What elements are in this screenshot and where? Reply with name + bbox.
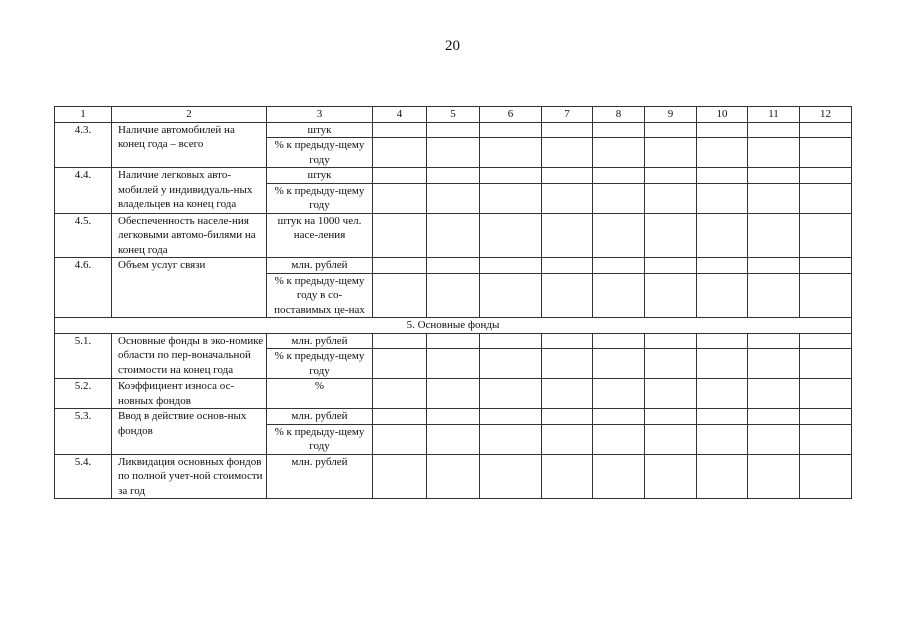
unit-cell: млн. рублей [267,333,373,349]
value-cell [645,424,697,454]
value-cell [645,273,697,318]
row-number: 4.4. [55,168,112,214]
value-cell [480,138,542,168]
table-row [55,168,852,184]
value-cell [697,454,748,499]
value-cell [748,379,800,409]
row-number: 5.2. [55,379,112,409]
row-number: 5.4. [55,454,112,499]
value-cell [645,183,697,213]
value-cell [748,138,800,168]
value-cell [697,213,748,258]
column-header: 11 [748,107,800,123]
value-cell [697,424,748,454]
section-row [55,318,852,334]
value-cell [593,213,645,258]
value-cell [748,273,800,318]
value-cell [593,138,645,168]
table-row [55,454,852,499]
value-cell [593,122,645,138]
value-cell [697,409,748,425]
table-row [55,258,852,274]
value-cell [427,258,480,274]
value-cell [697,273,748,318]
indicator-name: Ввод в действие основ-ных фондов [112,409,267,455]
value-cell [542,138,593,168]
row-number: 4.6. [55,258,112,318]
column-header: 9 [645,107,697,123]
value-cell [373,183,427,213]
unit-cell: % к предыду-щему году в со-поставимых це-нах [267,273,373,318]
unit-cell: % к предыду-щему году [267,183,373,213]
value-cell [542,258,593,274]
value-cell [645,213,697,258]
value-cell [748,424,800,454]
value-cell [373,258,427,274]
value-cell [645,168,697,184]
value-cell [800,424,852,454]
value-cell [542,183,593,213]
value-cell [373,273,427,318]
value-cell [480,424,542,454]
value-cell [593,168,645,184]
indicator-name: Наличие автомобилей на конец года – всего [112,122,267,168]
value-cell [800,454,852,499]
value-cell [542,349,593,379]
value-cell [427,379,480,409]
value-cell [373,409,427,425]
table-row [55,379,852,409]
unit-cell: штук [267,122,373,138]
value-cell [697,379,748,409]
value-cell [748,454,800,499]
column-header: 1 [55,107,112,123]
value-cell [645,138,697,168]
column-header: 4 [373,107,427,123]
value-cell [542,273,593,318]
row-number: 5.3. [55,409,112,455]
value-cell [800,168,852,184]
value-cell [697,122,748,138]
table-row [55,122,852,138]
value-cell [645,409,697,425]
value-cell [800,409,852,425]
value-cell [748,213,800,258]
value-cell [427,333,480,349]
value-cell [593,333,645,349]
column-header: 2 [112,107,267,123]
value-cell [593,424,645,454]
value-cell [748,409,800,425]
value-cell [800,273,852,318]
value-cell [427,424,480,454]
value-cell [800,333,852,349]
indicator-name: Обеспеченность населе-ния легковыми автомо-билями на конец года [112,213,267,258]
table-row [55,213,852,258]
value-cell [427,409,480,425]
unit-cell: штук на 1000 чел. насе-ления [267,213,373,258]
page-number: 20 [445,38,460,54]
value-cell [373,138,427,168]
value-cell [373,168,427,184]
value-cell [748,122,800,138]
value-cell [542,424,593,454]
column-header: 6 [480,107,542,123]
unit-cell: % к предыду-щему году [267,424,373,454]
value-cell [748,333,800,349]
value-cell [593,379,645,409]
value-cell [542,379,593,409]
statistics-table [54,106,852,499]
unit-cell: % к предыду-щему году [267,138,373,168]
value-cell [697,138,748,168]
table-row [55,333,852,349]
row-number: 4.3. [55,122,112,168]
value-cell [748,349,800,379]
value-cell [645,258,697,274]
unit-cell: % к предыду-щему году [267,349,373,379]
value-cell [697,258,748,274]
value-cell [373,379,427,409]
indicator-name: Ликвидация основных фондов по полной учет-ной стоимости за год [112,454,267,499]
value-cell [480,454,542,499]
value-cell [697,333,748,349]
value-cell [542,122,593,138]
value-cell [748,258,800,274]
value-cell [593,258,645,274]
value-cell [480,213,542,258]
table-header-row [55,107,852,123]
value-cell [800,379,852,409]
value-cell [645,379,697,409]
value-cell [542,333,593,349]
value-cell [593,454,645,499]
indicator-name: Коэффициент износа ос-новных фондов [112,379,267,409]
value-cell [373,424,427,454]
value-cell [480,122,542,138]
value-cell [427,273,480,318]
value-cell [427,349,480,379]
value-cell [542,409,593,425]
value-cell [645,349,697,379]
value-cell [645,454,697,499]
value-cell [542,213,593,258]
value-cell [480,183,542,213]
value-cell [373,349,427,379]
value-cell [373,213,427,258]
unit-cell: млн. рублей [267,258,373,274]
value-cell [373,122,427,138]
value-cell [480,379,542,409]
unit-cell: штук [267,168,373,184]
value-cell [480,349,542,379]
column-header: 3 [267,107,373,123]
value-cell [427,213,480,258]
value-cell [480,409,542,425]
value-cell [542,454,593,499]
value-cell [748,183,800,213]
value-cell [800,138,852,168]
unit-cell: млн. рублей [267,454,373,499]
indicator-name: Основные фонды в эко-номике области по пер-воначальной стоимости на конец года [112,333,267,379]
row-number: 4.5. [55,213,112,258]
value-cell [480,258,542,274]
column-header: 8 [593,107,645,123]
value-cell [373,333,427,349]
value-cell [593,183,645,213]
value-cell [542,168,593,184]
value-cell [645,122,697,138]
value-cell [800,349,852,379]
value-cell [480,168,542,184]
indicator-name: Объем услуг связи [112,258,267,318]
column-header: 5 [427,107,480,123]
value-cell [480,333,542,349]
value-cell [593,349,645,379]
value-cell [593,273,645,318]
value-cell [800,258,852,274]
table-row [55,409,852,425]
value-cell [480,273,542,318]
value-cell [373,454,427,499]
value-cell [697,168,748,184]
value-cell [427,168,480,184]
value-cell [800,122,852,138]
column-header: 12 [800,107,852,123]
value-cell [697,183,748,213]
value-cell [645,333,697,349]
value-cell [427,122,480,138]
section-title: 5. Основные фонды [55,318,852,334]
value-cell [697,349,748,379]
column-header: 7 [542,107,593,123]
value-cell [800,213,852,258]
value-cell [748,168,800,184]
value-cell [427,138,480,168]
column-header: 10 [697,107,748,123]
value-cell [593,409,645,425]
unit-cell: % [267,379,373,409]
value-cell [427,183,480,213]
row-number: 5.1. [55,333,112,379]
value-cell [427,454,480,499]
unit-cell: млн. рублей [267,409,373,425]
value-cell [800,183,852,213]
indicator-name: Наличие легковых авто-мобилей у индивидуаль-ных владельцев на конец года [112,168,267,214]
